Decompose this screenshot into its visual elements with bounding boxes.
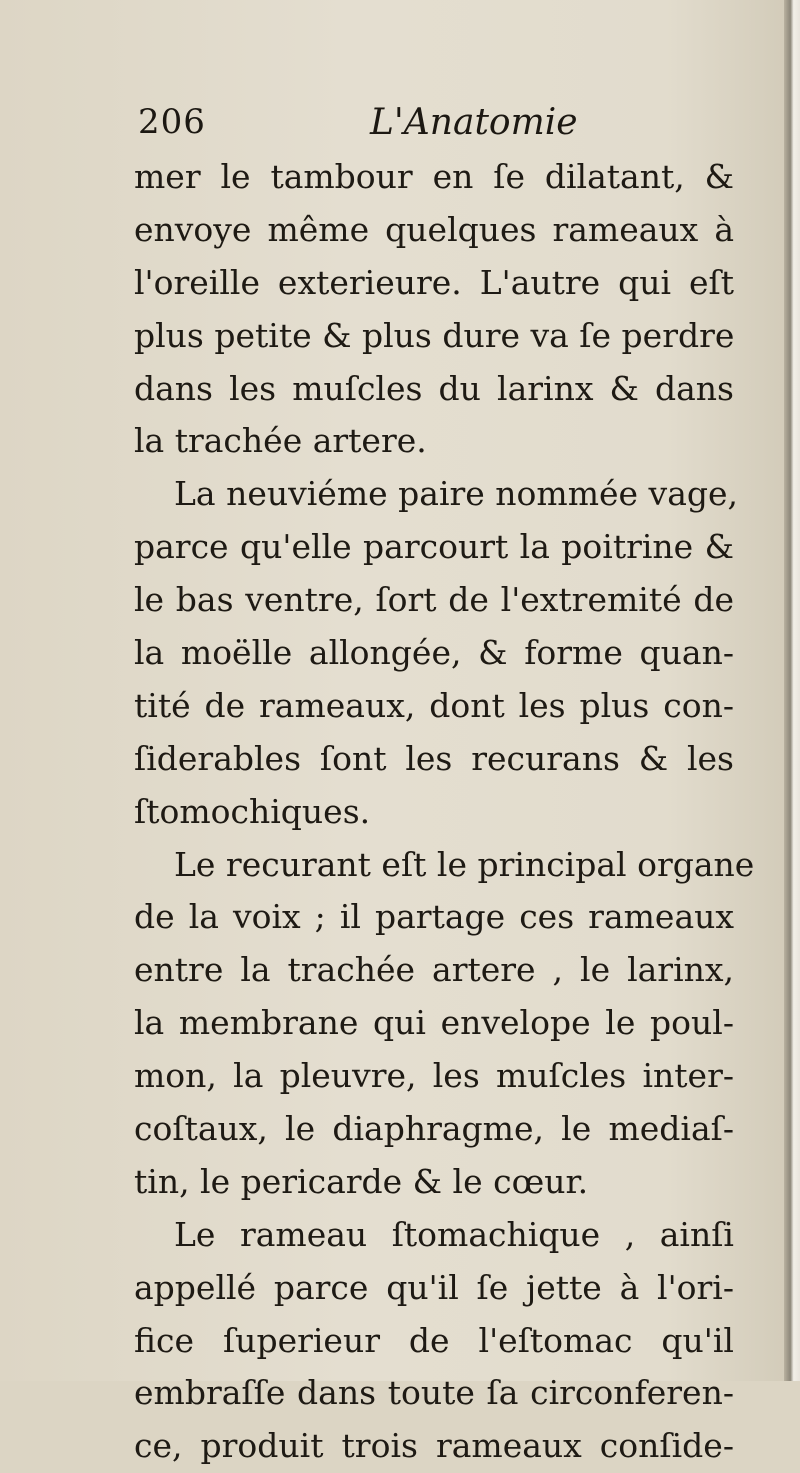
body-text bbox=[134, 151, 755, 1473]
text-line: entre la trachée artere , le larinx, bbox=[134, 950, 734, 990]
text-line: fice ſuperieur de l'eſtomac qu'il bbox=[134, 1320, 734, 1360]
text-line: Le recurant eſt le principal organe bbox=[174, 844, 755, 884]
text-line: La neuviéme paire nommée vage, bbox=[174, 474, 739, 514]
running-title: L'Anatomie bbox=[370, 102, 578, 143]
text-line: la moëlle allongée, & forme quan- bbox=[134, 633, 734, 673]
page-number: 206 bbox=[138, 102, 206, 142]
text-line: la membrane qui envelope le poul- bbox=[134, 1003, 734, 1043]
text-line: le bas ventre, ſort de l'extremité de bbox=[134, 580, 734, 620]
text-line: mon, la pleuvre, les muſcles inter- bbox=[134, 1056, 734, 1096]
text-line: tin, le pericarde & le cœur. bbox=[134, 1161, 589, 1201]
text-line: la trachée artere. bbox=[134, 421, 427, 461]
text-line: l'oreille exterieure. L'autre qui eſt bbox=[134, 262, 734, 302]
text-line: dans les muſcles du larinx & dans bbox=[134, 368, 734, 408]
text-line: tité de rameaux, dont les plus con- bbox=[134, 685, 734, 725]
text-line: de la voix ; il partage ces rameaux bbox=[134, 897, 734, 937]
page-header bbox=[138, 102, 738, 152]
text-line: ce, produit trois rameaux conſide- bbox=[134, 1426, 734, 1466]
text-line: parce qu'elle parcourt la poitrine & bbox=[134, 527, 734, 567]
text-line: Le rameau ſtomachique , ainſi bbox=[174, 1214, 734, 1254]
text-line: mer le tambour en ſe dilatant, & bbox=[134, 157, 734, 196]
page-gutter bbox=[784, 0, 800, 1381]
text-line: ſtomochiques. bbox=[134, 791, 371, 831]
text-line: plus petite & plus dure va ſe perdre bbox=[134, 315, 735, 355]
text-line: embraſſe dans toute ſa circonferen- bbox=[134, 1373, 734, 1413]
text-line: envoye même quelques rameaux à bbox=[134, 209, 734, 249]
text-line: ſiderables ſont les recurans & les bbox=[134, 738, 734, 778]
text-line: appellé parce qu'il ſe jette à l'ori- bbox=[134, 1267, 734, 1307]
text-line: coſtaux, le diaphragme, le mediaſ- bbox=[134, 1109, 734, 1149]
